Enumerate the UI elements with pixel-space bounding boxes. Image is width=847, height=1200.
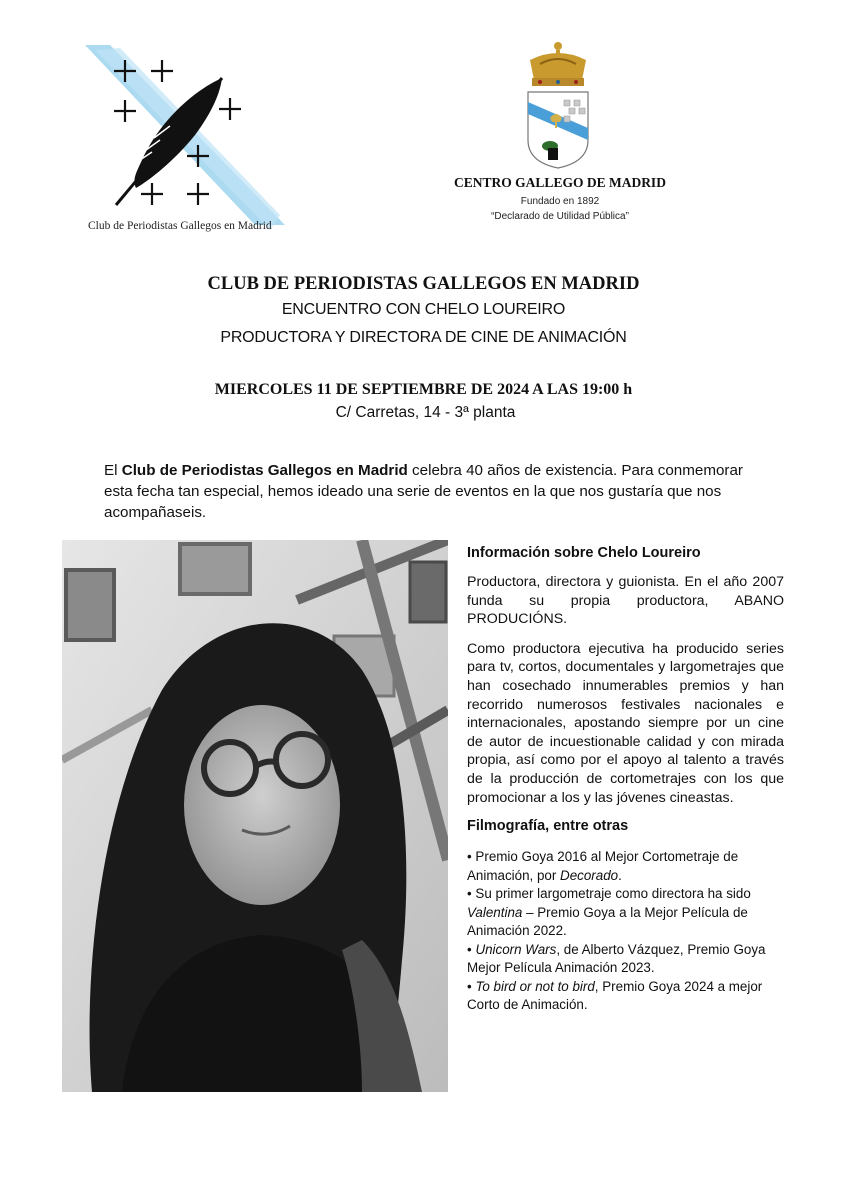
film-text: Premio Goya 2016 al Mejor Cortometraje de Animación, por [467, 849, 739, 883]
film-title: Valentina [467, 904, 523, 920]
bullet-icon: • [467, 886, 472, 902]
info-paragraph-1: Productora, directora y guionista. En el año 2007 funda su propia productora, ABANO PRODUCIÓNS. [467, 574, 784, 628]
bullet-icon: • [467, 941, 472, 957]
club-logo [80, 40, 295, 240]
filmography-item [467, 978, 784, 1015]
intro-paragraph [104, 460, 744, 523]
intro-prefix: El [104, 462, 122, 479]
film-text: . [618, 867, 622, 883]
quill-logo-icon [80, 40, 295, 240]
crest-icon [520, 40, 596, 170]
film-title: Decorado [560, 867, 619, 883]
film-text: – Premio Goya a la Mejor Película de Animación 2022. [467, 904, 748, 939]
main-title: CLUB DE PERIODISTAS GALLEGOS EN MADRID [207, 274, 640, 294]
crown-icon [530, 42, 586, 86]
centro-founded: Fundado en 1892 [520, 196, 600, 207]
info-heading: Información sobre Chelo Loureiro [467, 545, 701, 561]
film-text: Su primer largometraje como directora ha sido [471, 886, 751, 902]
film-text: , de Alberto Vázquez, Premio Goya Mejor Película Animación 2023. [467, 941, 766, 976]
subtitle-productora: PRODUCTORA Y DIRECTORA DE CINE DE ANIMACIÓN [220, 329, 627, 346]
subtitle-encuentro: ENCUENTRO CON CHELO LOUREIRO [281, 301, 566, 318]
centro-status: “Declarado de Utilidad Pública” [491, 211, 629, 222]
info-paragraph-2: Como productora ejecutiva ha producido series para tv, cortos, documentales y largometrajes que han cosechado innumerables premios y han recorrido numerosos festivales nacionales e internacionales, apostando siempre por un cine de autor de incuestionable calidad y con mirada propia, así como por el apoyo al talento a través de la producción de cortometrajes con los que promocionar a los y las jóvenes cineastas. [467, 640, 784, 806]
filmography-item [467, 885, 784, 941]
filmography-heading: Filmografía, entre otras [467, 818, 629, 835]
portrait-photo [62, 540, 448, 1092]
film-text: , Premio Goya 2024 a mejor Corto de Animación. [467, 978, 763, 1013]
galicia-crest [520, 40, 596, 170]
filmography-item [467, 941, 784, 978]
bullet-icon: • [467, 849, 472, 865]
event-address: C/ Carretas, 14 - 3ª planta [335, 404, 516, 421]
film-title: To bird or not to bird [475, 978, 595, 994]
intro-club-name: Club de Periodistas Gallegos en Madrid [121, 462, 408, 479]
centro-name: CENTRO GALLEGO DE MADRID [454, 175, 666, 190]
filmography-item [467, 848, 784, 885]
event-date: MIERCOLES 11 DE SEPTIEMBRE DE 2024 A LAS 19:00 h [214, 381, 633, 398]
intro-rest: celebra 40 años de existencia. Para conmemorar esta fecha tan especial, hemos ideado una serie de eventos en la que nos gustaría que nos acompañaseis. [104, 462, 743, 521]
club-logo-caption: Club de Periodistas Gallegos en Madrid [88, 220, 272, 232]
bullet-icon: • [467, 978, 472, 994]
film-title: Unicorn Wars [475, 941, 557, 957]
info-column [467, 545, 784, 1015]
portrait-image [62, 540, 448, 1092]
